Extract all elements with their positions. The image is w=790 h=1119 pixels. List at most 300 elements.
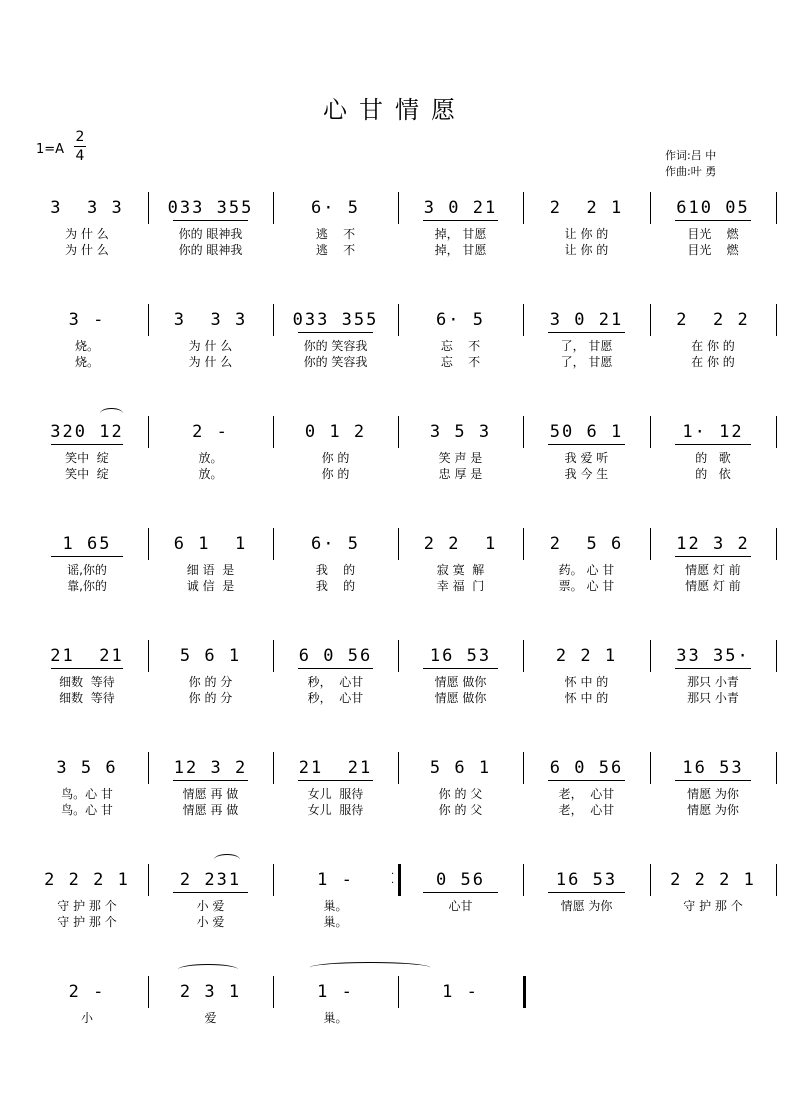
barline: [650, 864, 651, 896]
measure-lyrics: [30, 226, 144, 258]
lyric-verse-2: 为 什 么: [65, 243, 109, 257]
barline: [148, 640, 149, 672]
measure: [277, 528, 394, 593]
score-system: [0, 528, 790, 618]
measure-notes: 3 3 3: [50, 198, 124, 218]
measure-notes: 33 35·: [676, 646, 750, 666]
barline: [398, 192, 399, 224]
measure-lyrics: [654, 786, 772, 818]
lyric-verse-1: 为 什 么: [188, 339, 233, 353]
measure-notes: 3 0 21: [549, 310, 624, 330]
measure-notes: 21 21: [50, 646, 124, 666]
barline: [650, 752, 651, 784]
score-system: [0, 304, 790, 394]
lyric-verse-1: 笑 声 是: [438, 451, 483, 465]
measure: [152, 192, 269, 257]
measure-lyrics: [30, 1010, 144, 1026]
measure-lyrics: [277, 450, 394, 482]
lyric-verse-2: 情愿 为你: [687, 803, 739, 817]
lyric-verse-2: 票。 心 甘: [558, 579, 615, 593]
measure-lyrics: [402, 674, 519, 706]
lyric-verse-1: 女儿 服待: [307, 787, 364, 801]
lyric-verse-1: 爱: [204, 1011, 217, 1025]
measure-lyrics: [527, 786, 646, 818]
lyric-verse-2: 你的 笑容我: [303, 355, 368, 369]
lyric-verse-2: 笑中 绽: [65, 467, 109, 481]
measure-lyrics: [654, 562, 772, 594]
barline: [523, 304, 524, 336]
measure: [152, 752, 269, 817]
measure-notes: 0 1 2: [304, 422, 367, 442]
lyric-verse-2: 巢。: [323, 915, 348, 929]
measure: [402, 976, 519, 1008]
lyric-verse-2: 我 的: [315, 579, 356, 593]
barline: [650, 528, 651, 560]
lyric-verse-1: 谣,你的: [67, 563, 107, 577]
measure: [277, 976, 394, 1025]
lyric-verse-1: 情愿 再 做: [182, 787, 239, 801]
measure-lyrics: [152, 338, 269, 370]
measure: [402, 752, 519, 817]
barline: [148, 416, 149, 448]
measure: [152, 528, 269, 593]
measure: [527, 192, 646, 257]
note-underline: [298, 332, 373, 333]
barline: [148, 864, 149, 896]
measure: [402, 640, 519, 705]
measure-lyrics: [654, 674, 772, 706]
lyric-verse-1: 药。 心 甘: [558, 563, 615, 577]
measure: [152, 640, 269, 705]
measure-lyrics: [152, 226, 269, 258]
barline: [776, 752, 777, 784]
note-underline: [675, 556, 751, 557]
measure-lyrics: [277, 1010, 394, 1026]
note-underline: [423, 892, 498, 893]
measure-lyrics: [402, 338, 519, 370]
barline: [523, 640, 524, 672]
barline: [650, 192, 651, 224]
measure-lyrics: [654, 226, 772, 258]
measure-notes: 21 21: [298, 758, 373, 778]
lyric-verse-2: 守 护 那 个: [57, 915, 117, 929]
measure-lyrics: [30, 786, 144, 818]
measure-lyrics: [402, 786, 519, 818]
barline: [273, 640, 274, 672]
measure: [277, 864, 394, 929]
measure: [30, 416, 144, 481]
measure: [527, 304, 646, 369]
measure-notes: 2 2 1: [555, 646, 618, 666]
measure: [654, 528, 772, 593]
barline: [776, 192, 777, 224]
lyric-verse-1: 巢。: [323, 899, 348, 913]
barline: [398, 528, 399, 560]
barline: [273, 192, 274, 224]
measure: [527, 528, 646, 593]
measure-notes: 16 53: [429, 646, 492, 666]
lyric-verse-2: 那只 小青: [687, 691, 739, 705]
measure: [402, 304, 519, 369]
measure: [277, 416, 394, 481]
measure: [527, 640, 646, 705]
measure-notes: 2 3 1: [179, 982, 242, 1002]
lyric-verse-1: 怀 中 的: [564, 675, 609, 689]
lyric-verse-2: 情愿 灯 前: [685, 579, 741, 593]
score-system: [0, 192, 790, 282]
measure: [654, 192, 772, 257]
key-signature: 1=A: [36, 142, 65, 157]
barline: [398, 416, 399, 448]
lyric-verse-2: 情愿 再 做: [182, 803, 239, 817]
lyric-verse-2: 忠 厚 是: [438, 467, 483, 481]
lyric-verse-2: 了， 甘愿: [560, 355, 613, 369]
measure: [152, 304, 269, 369]
barline: [273, 752, 274, 784]
barline: [398, 864, 401, 896]
composer-credit: 作曲:叶 勇: [665, 165, 717, 178]
note-underline: [548, 332, 624, 333]
barline: [398, 640, 399, 672]
lyric-verse-2: 女儿 服待: [307, 803, 364, 817]
barline: [273, 416, 274, 448]
lyric-verse-2: 的 依: [695, 467, 731, 481]
measure-lyrics: [654, 338, 772, 370]
lyric-verse-2: 逃 不: [315, 243, 356, 257]
measure: [152, 416, 269, 481]
lyric-verse-1: 你的 眼神我: [178, 227, 243, 241]
lyric-verse-1: 细数 等待: [59, 675, 115, 689]
measure-notes: 5 6 1: [179, 646, 242, 666]
note-underline: [423, 668, 498, 669]
measure-lyrics: [527, 338, 646, 370]
measure: [277, 752, 394, 817]
measure-lyrics: [152, 1010, 269, 1026]
measure: [527, 752, 646, 817]
note-underline: [548, 892, 624, 893]
barline: [273, 304, 274, 336]
lyric-verse-1: 逃 不: [315, 227, 356, 241]
measure: [654, 864, 772, 913]
barline: [148, 976, 149, 1008]
measure-lyrics: [30, 338, 144, 370]
lyric-verse-1: 放。: [198, 451, 223, 465]
measure-lyrics: [402, 562, 519, 594]
measure: [654, 304, 772, 369]
note-underline: [51, 556, 124, 557]
measure: [402, 528, 519, 593]
measure-notes: 3 0 21: [423, 198, 498, 218]
measure-notes: 2 231: [179, 870, 242, 890]
barline: [776, 640, 777, 672]
measure-lyrics: [277, 562, 394, 594]
measure-lyrics: [152, 450, 269, 482]
note-underline: [51, 668, 124, 669]
score-system: [0, 640, 790, 730]
measure-lyrics: [527, 450, 646, 482]
lyric-verse-1: 情愿 为你: [687, 787, 739, 801]
measure: [30, 752, 144, 817]
barline: [776, 304, 777, 336]
slur: [178, 964, 238, 975]
lyric-verse-2: 你 的 分: [188, 691, 233, 705]
measure-lyrics: [527, 562, 646, 594]
barline: [523, 752, 524, 784]
measure-notes: 3 -: [68, 310, 106, 330]
note-underline: [298, 668, 373, 669]
lyric-verse-1: 你 的 分: [188, 675, 233, 689]
lyric-verse-2: 老， 心甘: [558, 803, 615, 817]
measure-notes: 2 2 2 1: [44, 870, 130, 890]
measure: [402, 192, 519, 257]
measure-lyrics: [277, 338, 394, 370]
barline: [273, 864, 274, 896]
lyric-verse-2: 幸 福 门: [436, 579, 485, 593]
measure-lyrics: [277, 674, 394, 706]
lyric-verse-1: 笑中 绽: [65, 451, 109, 465]
measure: [30, 864, 144, 929]
score-system: [0, 976, 790, 1066]
lyric-verse-1: 情愿 灯 前: [685, 563, 741, 577]
lyric-verse-1: 掉， 甘愿: [434, 227, 487, 241]
lyric-verse-1: 为 什 么: [65, 227, 109, 241]
measure: [30, 976, 144, 1025]
lyric-verse-2: 秒， 心甘: [307, 691, 364, 705]
measure-notes: 6· 5: [311, 534, 360, 554]
note-underline: [173, 892, 248, 893]
barline: [148, 192, 149, 224]
measure-notes: 1 -: [442, 982, 479, 1002]
barline: [148, 752, 149, 784]
lyric-verse-1: 在 你 的: [691, 339, 735, 353]
measure-notes: 2 2 2 1: [670, 870, 756, 890]
credits: [665, 148, 716, 180]
measure-notes: 3 3 3: [173, 310, 248, 330]
barline: [776, 864, 777, 896]
measure-notes: 12 3 2: [173, 758, 248, 778]
lyric-verse-1: 目光 燃: [687, 227, 739, 241]
lyric-verse-1: 巢。: [323, 1011, 348, 1025]
barline: [273, 976, 274, 1008]
measure-notes: 3 5 6: [56, 758, 118, 778]
measure-lyrics: [277, 226, 394, 258]
barline: [776, 528, 777, 560]
measure-notes: 6 0 56: [549, 758, 624, 778]
measure: [654, 640, 772, 705]
measure-lyrics: [527, 226, 646, 258]
barline: [523, 528, 524, 560]
barline: [398, 304, 399, 336]
lyric-verse-2: 心甘: [448, 899, 473, 913]
note-underline: [675, 780, 751, 781]
lyric-verse-1: 鸟。心 甘: [61, 787, 113, 801]
lyric-verse-1: 小 爱: [196, 899, 225, 913]
measure-lyrics: [277, 898, 394, 930]
lyric-verse-2: 小 爱: [196, 915, 225, 929]
note-underline: [173, 220, 248, 221]
lyric-verse-1: 老， 心甘: [558, 787, 615, 801]
measure-lyrics: [30, 898, 144, 930]
lyric-verse-2: 情愿 做你: [434, 691, 487, 705]
measure-notes: 3 5 3: [429, 422, 492, 442]
measure: [654, 752, 772, 817]
barline: [776, 416, 777, 448]
barline: [523, 976, 526, 1008]
lyric-verse-2: 为 什 么: [188, 355, 233, 369]
measure-notes: 033 355: [292, 310, 379, 330]
slur: [214, 854, 240, 865]
measure: [30, 192, 144, 257]
measure-notes: 2 -: [68, 982, 106, 1002]
lyric-verse-2: 目光 燃: [687, 243, 739, 257]
measure-notes: 2 2 1: [423, 534, 498, 554]
measure-notes: 320 12: [50, 422, 124, 442]
barline: [523, 864, 524, 896]
note-underline: [675, 220, 751, 221]
lyric-verse-1: 秒， 心甘: [307, 675, 364, 689]
measure-notes: 6· 5: [311, 198, 360, 218]
measure: [654, 416, 772, 481]
lyric-verse-1: 让 你 的: [564, 227, 609, 241]
lyric-verse-2: 守 护 那 个: [683, 899, 743, 913]
measure: [277, 304, 394, 369]
lyric-verse-2: 细数 等待: [59, 691, 115, 705]
lyric-verse-1: 寂 寞 解: [436, 563, 485, 577]
measure-notes: 6 0 56: [298, 646, 373, 666]
measure: [30, 304, 144, 369]
measure-notes: 1 -: [317, 982, 354, 1002]
lyric-verse-2: 情愿 为你: [560, 899, 613, 913]
measure-notes: 5 6 1: [429, 758, 492, 778]
note-underline: [548, 780, 624, 781]
measure-notes: 033 355: [167, 198, 254, 218]
lyricist-credit: 作词:吕 中: [665, 149, 717, 162]
lyric-verse-1: 忘 不: [440, 339, 481, 353]
time-signature-line: [74, 146, 86, 147]
measure-lyrics: [654, 898, 772, 914]
repeat-sign: · ·: [391, 869, 395, 889]
measure-notes: 2 2 1: [549, 198, 624, 218]
measure-lyrics: [30, 674, 144, 706]
measure-notes: 1 65: [62, 534, 112, 554]
lyric-verse-2: 让 你 的: [564, 243, 609, 257]
lyric-verse-1: 小: [80, 1011, 93, 1025]
measure: [277, 192, 394, 257]
lyric-verse-2: 在 你 的: [691, 355, 735, 369]
slur: [310, 962, 430, 973]
measure-lyrics: [30, 562, 144, 594]
measure-notes: 16 53: [555, 870, 618, 890]
barline: [650, 640, 651, 672]
measure-notes: 50 6 1: [549, 422, 624, 442]
measure: [30, 528, 144, 593]
measure: [527, 416, 646, 481]
note-underline: [548, 444, 624, 445]
time-signature: [74, 130, 86, 163]
lyric-verse-1: 我 的: [315, 563, 356, 577]
lyric-verse-1: 守 护 那 个: [57, 899, 117, 913]
lyric-verse-1: 情愿 做你: [434, 675, 487, 689]
measure-lyrics: [152, 674, 269, 706]
barline: [523, 416, 524, 448]
lyric-verse-2: 你 的: [321, 467, 350, 481]
measure-lyrics: [402, 226, 519, 258]
lyric-verse-2: 忘 不: [440, 355, 481, 369]
measure-notes: 16 53: [682, 758, 744, 778]
barline: [523, 192, 524, 224]
measure-lyrics: [402, 898, 519, 914]
measure-lyrics: [654, 450, 772, 482]
measure-lyrics: [152, 562, 269, 594]
note-underline: [51, 444, 124, 445]
measure-notes: 6 1 1: [173, 534, 248, 554]
measure-lyrics: [277, 786, 394, 818]
measure-lyrics: [527, 898, 646, 914]
barline: [398, 976, 399, 1008]
lyric-verse-2: 你 的 父: [438, 803, 483, 817]
lyric-verse-2: 我 今 生: [564, 467, 609, 481]
lyric-verse-2: 怀 中 的: [564, 691, 609, 705]
note-underline: [675, 668, 751, 669]
measure-lyrics: [152, 898, 269, 930]
measure: [30, 640, 144, 705]
lyric-verse-2: 鸟。心 甘: [61, 803, 113, 817]
lyric-verse-2: 你的 眼神我: [178, 243, 243, 257]
time-signature-top: 2: [75, 129, 85, 145]
lyric-verse-1: 了， 甘愿: [560, 339, 613, 353]
measure-notes: 12 3 2: [676, 534, 750, 554]
lyric-verse-2: 靠,你的: [67, 579, 107, 593]
slur: [100, 408, 123, 419]
barline: [650, 304, 651, 336]
note-underline: [423, 220, 498, 221]
lyric-verse-1: 我 爱 听: [564, 451, 609, 465]
score-system: [0, 864, 790, 954]
measure-notes: 2 5 6: [549, 534, 624, 554]
measure-notes: 610 05: [676, 198, 750, 218]
measure: [277, 640, 394, 705]
measure: [402, 416, 519, 481]
measure-notes: 1· 12: [682, 422, 744, 442]
measure-lyrics: [402, 450, 519, 482]
barline: [650, 416, 651, 448]
measure: [402, 864, 519, 913]
measure-lyrics: [152, 786, 269, 818]
barline: [398, 752, 399, 784]
lyric-verse-2: 放。: [198, 467, 223, 481]
time-signature-bottom: 4: [75, 148, 85, 164]
barline: [148, 528, 149, 560]
measure: [152, 864, 269, 929]
lyric-verse-1: 你 的 父: [438, 787, 483, 801]
lyric-verse-2: 诚 信 是: [186, 579, 235, 593]
lyric-verse-1: 烧。: [74, 339, 99, 353]
note-underline: [675, 444, 751, 445]
lyric-verse-1: 的 歌: [695, 451, 731, 465]
measure: [527, 864, 646, 913]
score-system: [0, 752, 790, 842]
barline: [273, 528, 274, 560]
song-title: 心甘情愿: [323, 96, 467, 124]
measure-notes: 2 -: [192, 422, 229, 442]
lyric-verse-2: 掉， 甘愿: [434, 243, 487, 257]
measure-notes: 1 -: [317, 870, 354, 890]
lyric-verse-2: 烧。: [74, 355, 99, 369]
lyric-verse-1: 你 的: [321, 451, 350, 465]
lyric-verse-1: 细 语 是: [186, 563, 235, 577]
measure-lyrics: [30, 450, 144, 482]
lyric-verse-1: 那只 小青: [687, 675, 739, 689]
